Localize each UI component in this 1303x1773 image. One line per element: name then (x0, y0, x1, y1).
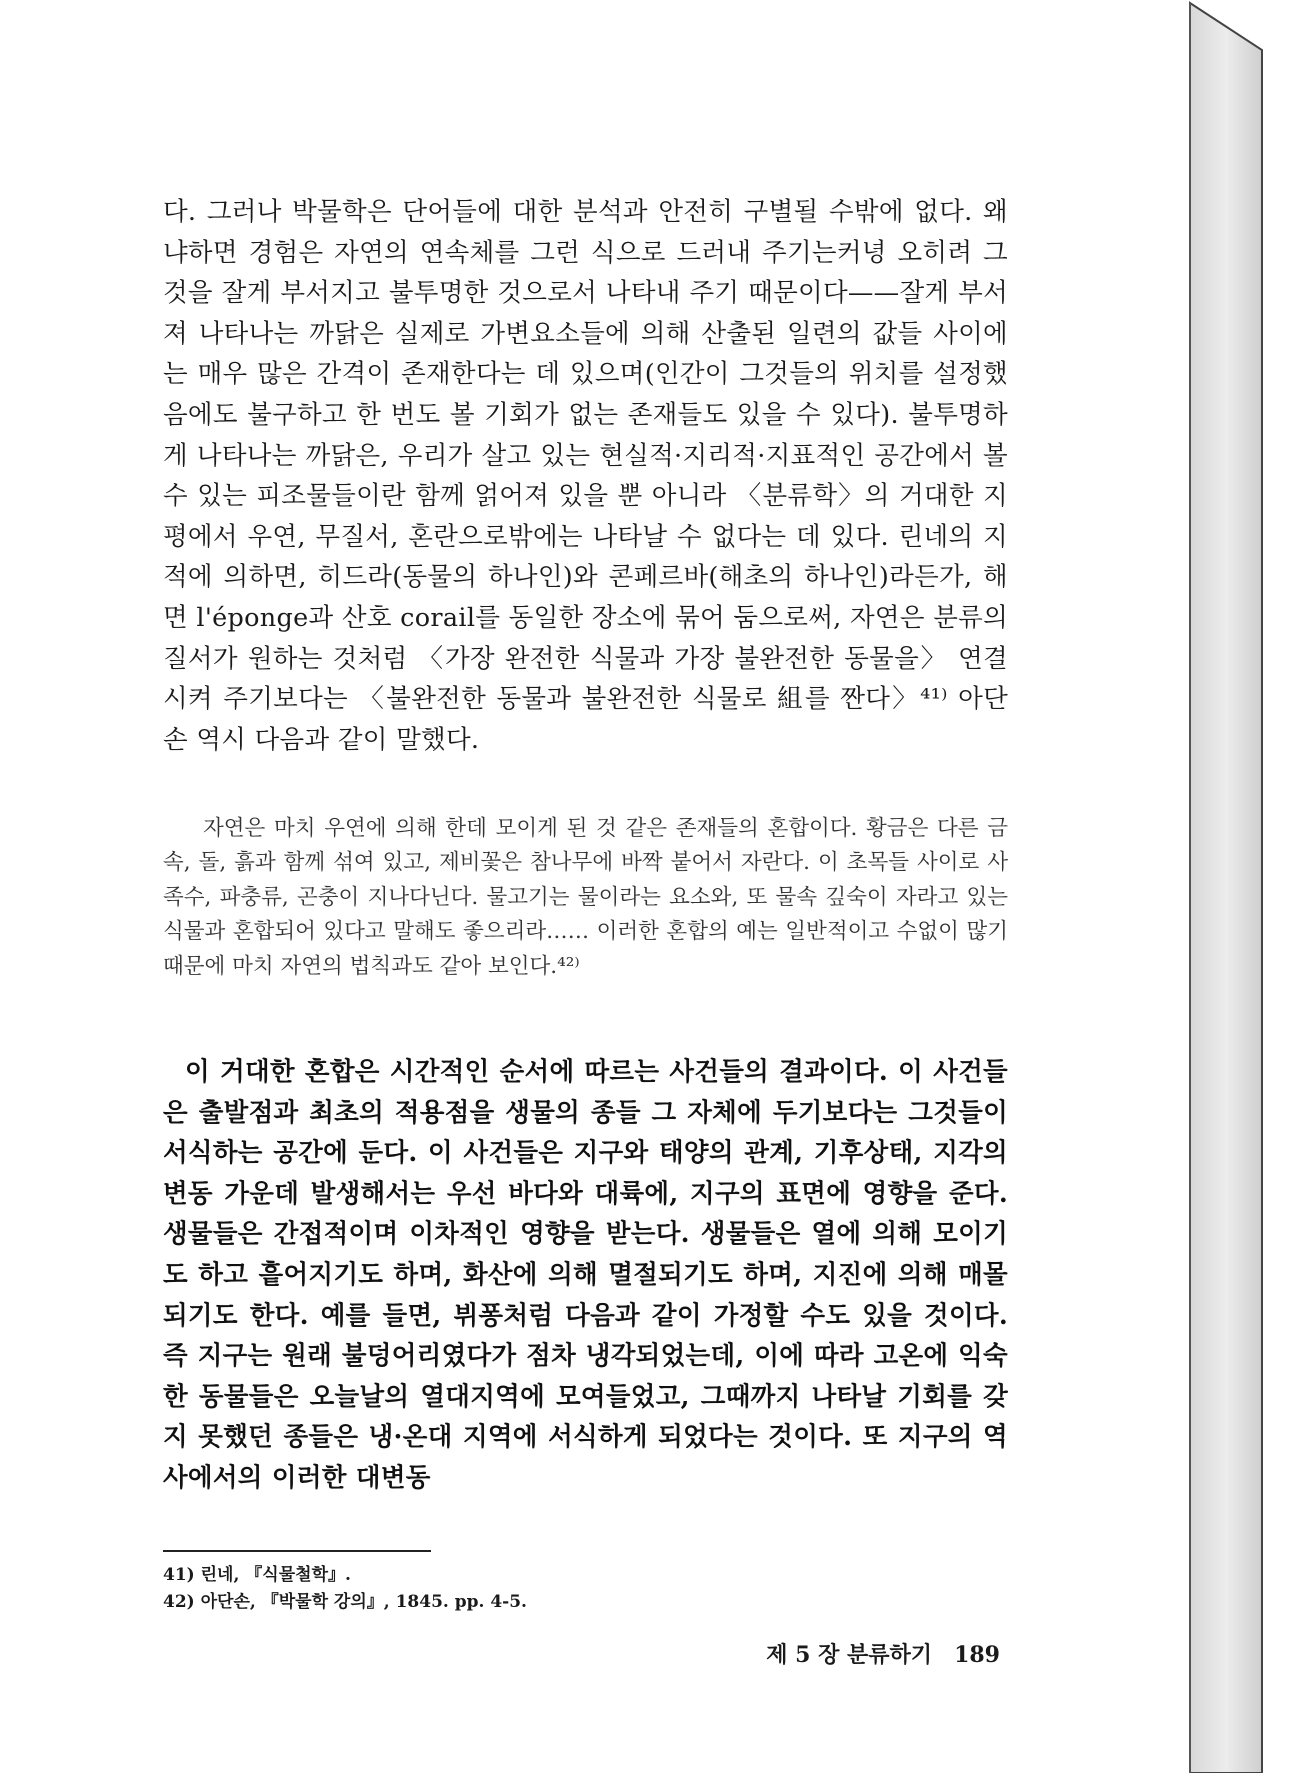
body-paragraph-2: 이 거대한 혼합은 시간적인 순서에 따르는 사건들의 결과이다. 이 사건들은 출발점과 최초의 적용점을 생물의 종들 그 자체에 두기보다는 그것들이 서식하는 공간에 둔다. 이 사건들은 지구와 태양의 관계, 기후상태, 지각의 변동 가운데 발생해서는 우선 바다와 대륙에, 지구의 표면에 영향을 준다. 생물들은 간접적이며 이차적인 영향을 받는다. 생물들은 열에 의해 모이기도 하고 흩어지기도 하며, 화산에 의해 멸절되기도 하며, 지진에 의해 매몰되기도 한다. 예를 들면, 뷔퐁처럼 다음과 같이 가정할 수도 있을 것이다. 즉 지구는 원래 불덩어리였다가 점차 냉각되었는데, 이에 따라 고온에 익숙한 동물들은 오늘날의 열대지역에 모여들었고, 그때까지 나타날 기회를 갖지 못했던 종들은 냉·온대 지역에 서식하게 되었다는 것이다. 또 지구의 역사에서의 이러한 대변동 (163, 1057, 1008, 1493)
footnote-42: 42) 아단손, 『박물학 강의』, 1845. pp. 4-5. (163, 1592, 527, 1612)
running-footer (720, 1638, 1000, 1669)
footnote-41: 41) 린네, 『식물철학』. (163, 1565, 351, 1585)
block-quote: 자연은 마치 우연에 의해 한데 모이게 된 것 같은 존재들의 혼합이다. 황금은 다른 금속, 돌, 흙과 함께 섞여 있고, 제비꽃은 참나무에 바짝 붙어서 자란다. 이 초목들 사이로 사족수, 파충류, 곤충이 지나다닌다. 물고기는 물이라는 요소와, 또 물속 깊숙이 자라고 있는 식물과 혼합되어 있다고 말해도 좋으리라…… 이러한 혼합의 예는 일반적이고 수없이 많기 때문에 마치 자연의 법칙과도 같아 보인다.⁴²⁾ (163, 816, 1008, 979)
footnotes (163, 1562, 863, 1616)
chapter-title: 제 5 장 분류하기 (766, 1642, 933, 1668)
page-number: 189 (954, 1642, 1000, 1668)
body-paragraph-1: 다. 그러나 박물학은 단어들에 대한 분석과 안전히 구별될 수밖에 없다. 왜냐하면 경험은 자연의 연속체를 그런 식으로 드러내 주기는커녕 오히려 그것을 잘게 부서지고 불투명한 것으로서 나타내 주기 때문이다——잘게 부서져 나타나는 까닭은 실제로 가변요소들에 의해 산출된 일련의 값들 사이에는 매우 많은 간격이 존재한다는 데 있으며(인간이 그것들의 위치를 설정했음에도 불구하고 한 번도 볼 기회가 없는 존재들도 있을 수 있다). 불투명하게 나타나는 까닭은, 우리가 살고 있는 현실적·지리적·지표적인 공간에서 볼 수 있는 피조물들이란 함께 얽어져 있을 뿐 아니라 〈분류학〉의 거대한 지평에서 우연, 무질서, 혼란으로밖에는 나타날 수 없다는 데 있다. 린네의 지적에 의하면, 히드라(동물의 하나인)와 콘페르바(해초의 하나인)라든가, 해면 l'éponge과 산호 corail를 동일한 장소에 묶어 둠으로써, 자연은 분류의 질서가 원하는 것처럼 〈가장 완전한 식물과 가장 불완전한 동물을〉 연결시켜 주기보다는 〈불완전한 동물과 불완전한 식물로 組를 짠다〉⁴¹⁾ 아단손 역시 다음과 같이 말했다. (163, 197, 1008, 755)
footnote-divider (163, 1550, 431, 1552)
